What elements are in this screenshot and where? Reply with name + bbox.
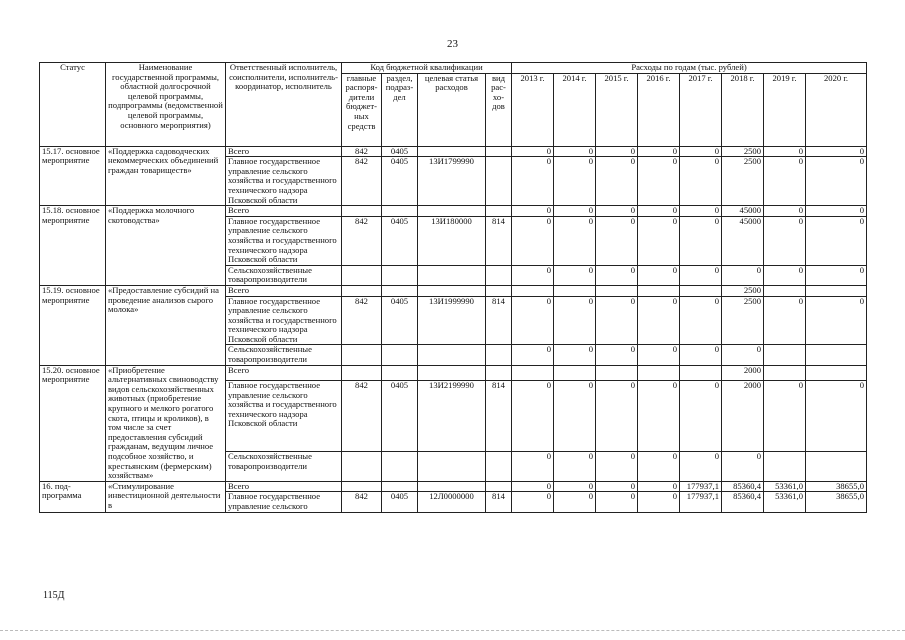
row-value: 0 [512,146,554,157]
header-year: 2020 г. [806,73,867,146]
row-executor: Главное государственное управление сельского хозяйства и государственного технического надзора Псковской области [226,296,342,345]
header-status: Статус [40,63,106,147]
row-name: «Поддержка молочного скотоводства» [106,206,226,286]
row-value: 85360,4 [722,492,764,512]
row-section: 0405 [382,157,418,206]
row-value [680,285,722,296]
row-value: 38655,0 [806,492,867,512]
row-type [486,285,512,296]
row-value: 0 [596,146,638,157]
row-value [512,365,554,380]
row-value: 0 [596,481,638,492]
row-grbs: 842 [342,157,382,206]
row-value: 0 [554,296,596,345]
row-value: 0 [638,296,680,345]
row-article: 13И180000 [418,216,486,265]
header-year: 2017 г. [680,73,722,146]
row-type [486,265,512,285]
row-executor: Всего [226,285,342,296]
row-value: 0 [596,216,638,265]
header-executor: Ответственный исполнитель, соисполнители, исполнитель-координатор, исполнитель [226,63,342,147]
row-value [764,285,806,296]
row-value: 0 [680,381,722,452]
row-value: 0 [512,481,554,492]
row-value: 2500 [722,296,764,345]
row-value: 0 [680,265,722,285]
row-value: 0 [512,157,554,206]
row-value: 0 [680,216,722,265]
row-grbs [342,365,382,380]
row-value [806,345,867,365]
row-type [486,481,512,492]
row-grbs [342,452,382,481]
row-grbs [342,345,382,365]
row-value: 177937,1 [680,481,722,492]
header-year: 2016 г. [638,73,680,146]
header-year: 2013 г. [512,73,554,146]
row-grbs [342,206,382,217]
header-budget-code: Код бюджетной квалификации [342,63,512,74]
row-value: 0 [722,265,764,285]
row-value: 45000 [722,206,764,217]
row-value: 0 [512,296,554,345]
row-section [382,206,418,217]
row-value [680,365,722,380]
row-value [764,345,806,365]
row-value: 0 [680,206,722,217]
row-executor: Сельскохозяйственные товаропроизводители [226,452,342,481]
row-status: 15.20. основное мероприятие [40,365,106,481]
row-value: 0 [680,157,722,206]
row-value: 0 [806,216,867,265]
header-year: 2018 г. [722,73,764,146]
row-value: 0 [596,157,638,206]
row-value: 0 [596,265,638,285]
row-grbs: 842 [342,146,382,157]
row-value [764,365,806,380]
row-value: 53361,0 [764,492,806,512]
row-value: 0 [764,157,806,206]
row-type [486,146,512,157]
row-value: 0 [764,216,806,265]
row-grbs [342,481,382,492]
row-value: 2000 [722,381,764,452]
row-status: 16. под-программа [40,481,106,512]
row-value: 0 [638,265,680,285]
row-article [418,146,486,157]
row-value: 0 [764,206,806,217]
row-value: 0 [554,206,596,217]
row-value: 0 [638,452,680,481]
row-section: 0405 [382,492,418,512]
row-status: 15.19. основное мероприятие [40,285,106,365]
row-grbs [342,265,382,285]
table-row [40,146,867,157]
table-row [40,481,867,492]
row-article: 13И2199990 [418,381,486,452]
table-row [40,285,867,296]
row-grbs: 842 [342,216,382,265]
row-value: 0 [512,206,554,217]
row-value [554,365,596,380]
row-value: 53361,0 [764,481,806,492]
header-type: вид рас-хо-дов [486,73,512,146]
row-grbs: 842 [342,296,382,345]
row-value: 2500 [722,157,764,206]
budget-table [39,62,867,513]
row-value: 0 [764,296,806,345]
row-section [382,285,418,296]
row-value [554,285,596,296]
row-value: 0 [806,381,867,452]
row-executor: Главное государственное управление сельского хозяйства и государственного технического надзора Псковской области [226,381,342,452]
row-article [418,345,486,365]
row-section: 0405 [382,216,418,265]
row-section [382,452,418,481]
row-value [638,365,680,380]
row-value: 0 [638,481,680,492]
row-value: 0 [638,216,680,265]
row-article: 13И1999990 [418,296,486,345]
row-section [382,345,418,365]
row-value: 0 [638,345,680,365]
row-value: 0 [554,146,596,157]
row-section: 0405 [382,146,418,157]
row-value: 0 [554,452,596,481]
row-type [486,157,512,206]
row-value: 0 [512,381,554,452]
row-executor: Всего [226,481,342,492]
row-value: 0 [554,381,596,452]
row-value: 0 [680,452,722,481]
row-type: 814 [486,381,512,452]
row-value: 2500 [722,285,764,296]
row-value: 0 [596,452,638,481]
row-value: 0 [596,296,638,345]
row-executor: Всего [226,365,342,380]
row-value: 0 [806,146,867,157]
row-article: 13И1799990 [418,157,486,206]
row-article [418,206,486,217]
row-value: 0 [764,381,806,452]
row-value [512,285,554,296]
row-value: 0 [512,452,554,481]
header-year: 2019 г. [764,73,806,146]
row-article [418,365,486,380]
row-value: 0 [638,492,680,512]
row-type [486,365,512,380]
row-status: 15.18. основное мероприятие [40,206,106,286]
row-section: 0405 [382,381,418,452]
row-value: 177937,1 [680,492,722,512]
scan-edge-divider [0,630,905,632]
row-value: 0 [596,492,638,512]
row-value: 0 [680,345,722,365]
row-status: 15.17. основное мероприятие [40,146,106,206]
table-row [40,206,867,217]
row-value [596,285,638,296]
row-type: 814 [486,492,512,512]
row-value: 0 [554,345,596,365]
row-value: 0 [596,206,638,217]
row-value: 0 [764,146,806,157]
row-article [418,481,486,492]
row-executor: Всего [226,146,342,157]
header-name: Наименование государственной программы, областной долгосрочной целевой программы, подпрограммы (ведомственной целевой программы, основного мероприятия) [106,63,226,147]
row-name: «Стимулирование инвестиционной деятельности в [106,481,226,512]
table-row [40,365,867,380]
row-type: 814 [486,296,512,345]
footer-code: 115Д [43,590,65,601]
row-executor: Сельскохозяйственные товаропроизводители [226,265,342,285]
row-section: 0405 [382,296,418,345]
row-value: 0 [512,345,554,365]
row-value: 0 [680,296,722,345]
row-value: 0 [596,345,638,365]
header-grbs: главные распоря-дители бюджет-ных средств [342,73,382,146]
row-value: 45000 [722,216,764,265]
row-value: 0 [512,216,554,265]
row-section [382,365,418,380]
row-section [382,481,418,492]
row-article [418,285,486,296]
row-value: 0 [554,265,596,285]
row-name: «Поддержка садоводческих некоммерческих объединений граждан товариществ» [106,146,226,206]
header-year: 2014 г. [554,73,596,146]
row-value: 0 [554,492,596,512]
row-value: 0 [806,206,867,217]
row-type [486,452,512,481]
row-article [418,265,486,285]
row-value [806,452,867,481]
row-value: 2500 [722,146,764,157]
row-executor: Сельскохозяйственные товаропроизводители [226,345,342,365]
page-number: 23 [447,38,458,50]
row-executor: Главное государственное управление сельского хозяйства и государственного технического надзора Псковской области [226,157,342,206]
row-value: 0 [596,381,638,452]
row-value: 0 [722,452,764,481]
row-type: 814 [486,216,512,265]
header-article: целевая статья расходов [418,73,486,146]
row-value [764,452,806,481]
header-section: раздел, подраз-дел [382,73,418,146]
row-grbs: 842 [342,381,382,452]
row-section [382,265,418,285]
row-value [806,285,867,296]
row-value: 0 [806,265,867,285]
row-value: 0 [638,157,680,206]
row-value [638,285,680,296]
row-executor: Главное государственное управление сельского хозяйства и государственного технического надзора Псковской области [226,216,342,265]
header-expenses: Расходы по годам (тыс. рублей) [512,63,867,74]
row-value [596,365,638,380]
row-article [418,452,486,481]
row-value: 38655,0 [806,481,867,492]
row-type [486,206,512,217]
row-executor: Всего [226,206,342,217]
row-value: 0 [554,157,596,206]
row-type [486,345,512,365]
row-value: 0 [764,265,806,285]
row-value: 0 [806,157,867,206]
row-value: 0 [512,492,554,512]
row-grbs [342,285,382,296]
table-body [40,146,867,512]
row-article: 12Л0000000 [418,492,486,512]
row-value: 85360,4 [722,481,764,492]
row-executor: Главное государственное управление сельского [226,492,342,512]
header-year: 2015 г. [596,73,638,146]
row-value: 0 [722,345,764,365]
row-grbs: 842 [342,492,382,512]
row-value: 0 [638,206,680,217]
row-value: 0 [806,296,867,345]
row-value: 0 [638,381,680,452]
row-value [806,365,867,380]
row-value: 0 [638,146,680,157]
row-value: 0 [554,216,596,265]
row-value: 2000 [722,365,764,380]
row-value: 0 [680,146,722,157]
row-value: 0 [512,265,554,285]
row-name: «Приобретение альтернативных свиноводству видов сельскохозяйственных животных (приобретение крупного и мелкого рогатого скота, птицы и кроликов), в том числе за счет предоставления субсидий гражданам, ведущим личное подсобное хозяйство, и крестьянским (фермерским) хозяйствам» [106,365,226,481]
row-value: 0 [554,481,596,492]
row-name: «Предоставление субсидий на проведение анализов сырого молока» [106,285,226,365]
